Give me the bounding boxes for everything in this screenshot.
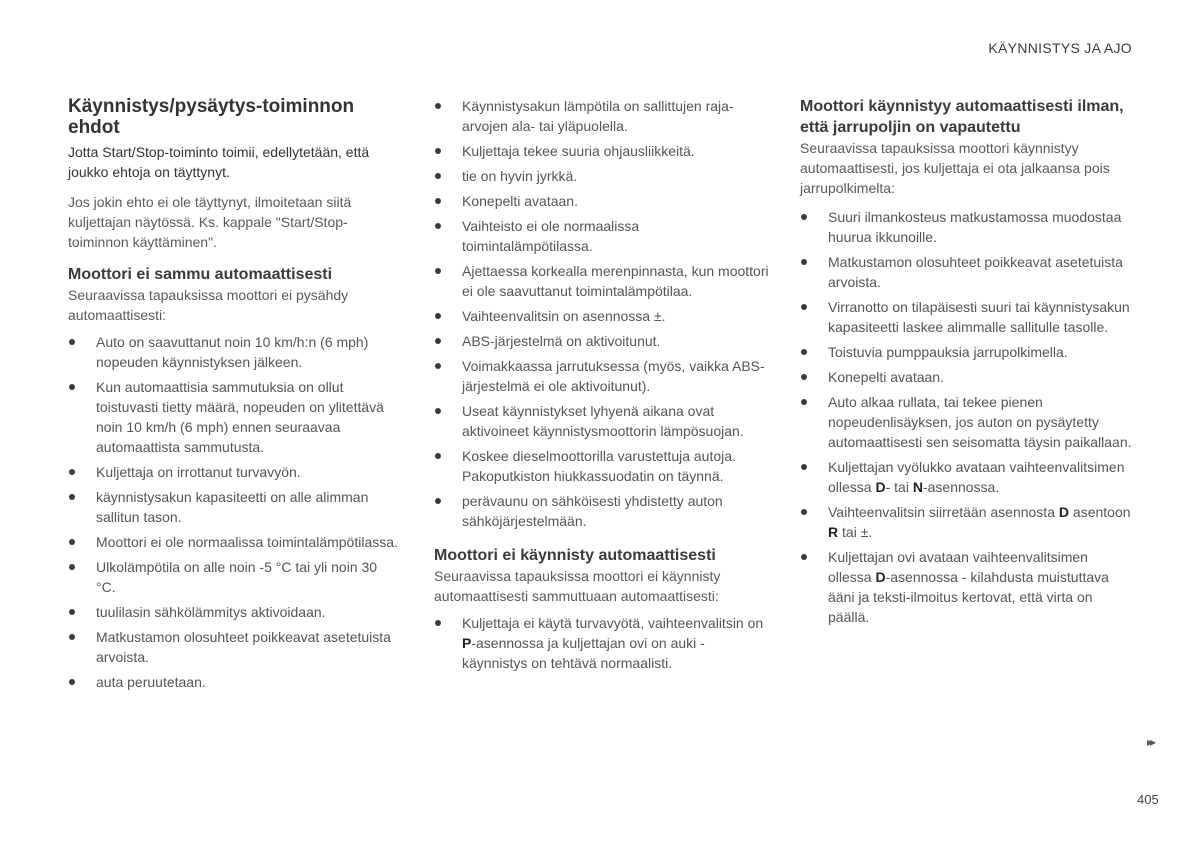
column-left	[68, 96, 400, 697]
gear-code: D	[875, 479, 886, 495]
list-item: Matkustamon olosuhteet poikkeavat asetetuista arvoista.	[800, 252, 1135, 292]
list-item: Kuljettajan ovi avataan vaihteenvalitsimen ollessa D-asennossa - kilahdusta muistuttava ääni ja teksti-ilmoitus kertovat, että virta on päällä.	[800, 547, 1135, 627]
gear-code: D	[1058, 504, 1070, 520]
double-arrow-right-icon[interactable]: ▸▸	[1147, 735, 1154, 749]
list-item: Ulkolämpötila on alle noin -5 °C tai yli noin 30 °C.	[68, 557, 400, 597]
list-item: Moottori ei ole normaalissa toimintalämpötilassa.	[68, 532, 400, 552]
list-item: Kuljettaja on irrottanut turvavyön.	[68, 462, 400, 482]
list-item: Vaihteenvalitsin on asennossa ±.	[434, 306, 770, 326]
list-item: Kuljettaja ei käytä turvavyötä, vaihteenvalitsin on P-asennossa ja kuljettajan ovi on auki - käynnistys on tehtävä normaalisti.	[434, 613, 770, 673]
list-item: Virranotto on tilapäisesti suuri tai käynnistysakun kapasiteetti laskee alimmalle sallitulle tasolle.	[800, 297, 1135, 337]
info-paragraph: Jos jokin ehto ei ole täyttynyt, ilmoitetaan siitä kuljettajan näytössä. Ks. kappale "Start/Stop-toiminnon käyttäminen".	[68, 194, 352, 250]
list-item: Suuri ilmankosteus matkustamossa muodostaa huurua ikkunoille.	[800, 207, 1135, 247]
list-item: Vaihteenvalitsin siirretään asennosta D asentoon R tai ±.	[800, 502, 1135, 542]
list-item: Vaihteisto ei ole normaalissa toimintalämpötilassa.	[434, 216, 770, 256]
auto-start-list	[800, 207, 1135, 627]
list-item: Käynnistysakun lämpötila on sallittujen raja-arvojen ala- tai yläpuolella.	[434, 96, 770, 136]
list-item: Konepelti avataan.	[800, 367, 1135, 387]
gear-code: R	[828, 524, 839, 540]
list-item: Voimakkaassa jarrutuksessa (myös, vaikka ABS-järjestelmä ei ole aktivoitunut).	[434, 356, 770, 396]
list-item: Auto alkaa rullata, tai tekee pienen nopeudenlisäyksen, jos auton on pysäytetty automaattisesti sen seisomatta täysin paikallaan.	[800, 392, 1135, 452]
list-item: Konepelti avataan.	[434, 191, 770, 211]
list-item: tuulilasin sähkölämmitys aktivoidaan.	[68, 602, 400, 622]
no-start-list	[434, 613, 770, 673]
list-item: tie on hyvin jyrkkä.	[434, 166, 770, 186]
list-item: Kuljettajan vyölukko avataan vaihteenvalitsimen ollessa D- tai N-asennossa.	[800, 457, 1135, 497]
gear-code: N	[912, 479, 923, 495]
section-title-no-auto-stop: Moottori ei sammu automaattisesti	[68, 266, 333, 283]
column-middle	[434, 96, 770, 678]
condition-list-continued	[434, 96, 770, 531]
list-item: Kun automaattisia sammutuksia on ollut toistuvasti tietty määrä, nopeuden on ylitettävä noin 10 km/h (6 mph) ennen seuraavaa automaattista sammutusta.	[68, 377, 400, 457]
page-number: 405	[1137, 792, 1159, 807]
list-item: perävaunu on sähköisesti yhdistetty auton sähköjärjestelmään.	[434, 491, 770, 531]
section-header: KÄYNNISTYS JA AJO	[988, 40, 1132, 56]
list-item: Auto on saavuttanut noin 10 km/h:n (6 mph) nopeuden käynnistyksen jälkeen.	[68, 332, 400, 372]
column-right	[800, 96, 1135, 632]
list-item: Useat käynnistykset lyhyenä aikana ovat aktivoineet käynnistysmoottorin lämpösuojan.	[434, 401, 770, 441]
list-item: ABS-järjestelmä on aktivoitunut.	[434, 331, 770, 351]
intro-paragraph: Jotta Start/Stop-toiminto toimii, edellytetään, että joukko ehtoja on täyttynyt.	[68, 144, 370, 180]
condition-list	[68, 332, 400, 692]
list-item: Koskee dieselmoottorilla varustettuja autoja. Pakoputkiston hiukkassuodatin on täynnä.	[434, 446, 770, 486]
section-intro: Seuraavissa tapauksissa moottori ei käynnisty automaattisesti sammuttuaan automaattisesti:	[434, 568, 721, 604]
section-title-no-auto-start: Moottori ei käynnisty automaattisesti	[434, 547, 716, 564]
list-item: käynnistysakun kapasiteetti on alle alimman sallitun tason.	[68, 487, 400, 527]
section-title-auto-start: Moottori käynnistyy automaattisesti ilman, että jarrupoljin on vapautettu	[800, 98, 1124, 136]
list-item: Kuljettaja tekee suuria ohjausliikkeitä.	[434, 141, 770, 161]
section-intro: Seuraavissa tapauksissa moottori käynnistyy automaattisesti, jos kuljettaja ei ota jalkaansa pois jarrupolkimelta:	[800, 140, 1110, 196]
gear-code: D	[875, 569, 886, 585]
list-item: Matkustamon olosuhteet poikkeavat asetetuista arvoista.	[68, 627, 400, 667]
list-item: auta peruutetaan.	[68, 672, 400, 692]
section-intro: Seuraavissa tapauksissa moottori ei pysähdy automaattisesti:	[68, 287, 349, 323]
page-title: Käynnistys/pysäytys-toiminnon ehdot	[68, 96, 355, 138]
gear-code: P	[462, 635, 472, 651]
list-item: Ajettaessa korkealla merenpinnasta, kun moottori ei ole saavuttanut toimintalämpötilaa.	[434, 261, 770, 301]
list-item: Toistuvia pumppauksia jarrupolkimella.	[800, 342, 1135, 362]
